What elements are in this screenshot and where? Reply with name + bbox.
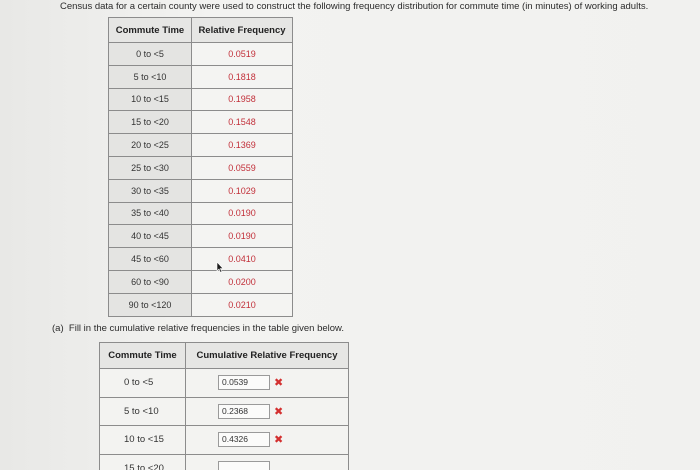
relative-frequency-cell: 0.1029 (192, 179, 293, 202)
part-a-label: (a) (52, 323, 64, 334)
relative-frequency-cell: 0.1958 (192, 88, 293, 111)
cumulative-frequency-input[interactable] (218, 461, 270, 470)
commute-time-cell: 0 to <5 (100, 369, 186, 398)
commute-time-cell: 10 to <15 (109, 88, 192, 111)
commute-time-cell: 15 to <20 (100, 454, 186, 470)
cumulative-frequency-cell (186, 426, 349, 455)
table-row (100, 426, 349, 455)
table-row (109, 65, 293, 88)
cumulative-frequency-input[interactable]: 0.2368 (218, 404, 270, 419)
relative-frequency-cell: 0.0190 (192, 202, 293, 225)
cumulative-frequency-cell (186, 454, 349, 470)
relative-frequency-header: Relative Frequency (192, 18, 293, 43)
commute-time-cell: 15 to <20 (109, 111, 192, 134)
cumulative-frequency-cell (186, 397, 349, 426)
commute-time-cell: 5 to <10 (100, 397, 186, 426)
commute-time-cell: 60 to <90 (109, 270, 192, 293)
cumulative-frequency-cell (186, 369, 349, 398)
commute-time-cell: 20 to <25 (109, 134, 192, 157)
relative-frequency-cell: 0.0210 (192, 293, 293, 316)
relative-frequency-cell: 0.1548 (192, 111, 293, 134)
cumulative-frequency-input[interactable]: 0.4326 (218, 432, 270, 447)
table-row (109, 179, 293, 202)
table-row (100, 369, 349, 398)
cumulative-table (99, 342, 349, 470)
table-row (109, 43, 293, 66)
frequency-table-header (109, 18, 293, 43)
commute-time-header: Commute Time (109, 18, 192, 43)
commute-time-cell: 25 to <30 (109, 156, 192, 179)
relative-frequency-cell: 0.0519 (192, 43, 293, 66)
part-a-instruction (52, 323, 344, 334)
table-row (109, 293, 293, 316)
table-row (109, 248, 293, 271)
table-row (109, 88, 293, 111)
commute-time-cell: 5 to <10 (109, 65, 192, 88)
incorrect-x-icon: ✖ (274, 405, 284, 418)
table-row (109, 225, 293, 248)
commute-time-header: Commute Time (100, 343, 186, 369)
frequency-table (108, 17, 293, 317)
table-row (109, 270, 293, 293)
commute-time-cell: 30 to <35 (109, 179, 192, 202)
cumulative-frequency-input[interactable]: 0.0539 (218, 375, 270, 390)
table-row (109, 156, 293, 179)
commute-time-cell: 10 to <15 (100, 426, 186, 455)
relative-frequency-cell: 0.0410 (192, 248, 293, 271)
table-row (100, 397, 349, 426)
commute-time-cell: 40 to <45 (109, 225, 192, 248)
part-a-text: Fill in the cumulative relative frequencies in the table given below. (68, 323, 345, 334)
relative-frequency-cell: 0.0200 (192, 270, 293, 293)
table-row (109, 202, 293, 225)
commute-time-cell: 90 to <120 (109, 293, 192, 316)
table-row (100, 454, 349, 470)
table-row (109, 134, 293, 157)
cumulative-frequency-header: Cumulative Relative Frequency (186, 343, 349, 369)
intro-text: Census data for a certain county were used to construct the following frequency distribution for commute time (in minutes) of working adults. (60, 1, 649, 12)
incorrect-x-icon: ✖ (274, 377, 284, 390)
relative-frequency-cell: 0.1369 (192, 134, 293, 157)
relative-frequency-cell: 0.0190 (192, 225, 293, 248)
commute-time-cell: 45 to <60 (109, 248, 192, 271)
relative-frequency-cell: 0.0559 (192, 156, 293, 179)
incorrect-x-icon: ✖ (274, 434, 284, 447)
relative-frequency-cell: 0.1818 (192, 65, 293, 88)
cumulative-table-header (100, 343, 349, 369)
commute-time-cell: 35 to <40 (109, 202, 192, 225)
commute-time-cell: 0 to <5 (109, 43, 192, 66)
mouse-cursor-icon (216, 262, 224, 273)
table-row (109, 111, 293, 134)
